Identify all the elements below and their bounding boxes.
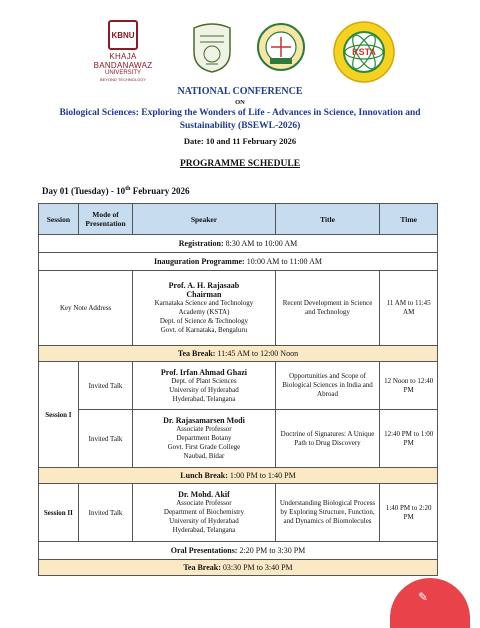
session1-talk2-line: Naubad, Bidar: [183, 452, 225, 460]
session1-talk1-line: Dept. of Plant Sciences: [171, 376, 237, 385]
session1-talk1-time: 12 Noon to 12:40 PM: [380, 362, 438, 410]
on-label: ON: [235, 99, 245, 106]
session1-talk1-mode: Invited Talk: [78, 362, 132, 410]
session2-talk-name: Dr. Mohd. Akif: [178, 490, 230, 499]
header-mode: Mode of Presentation: [78, 204, 132, 235]
oral-presentations-cell: [39, 542, 438, 560]
session1-talk2-line: Department Botany: [176, 434, 232, 442]
inauguration-time: 10:00 AM to 11:00 AM: [244, 257, 322, 266]
header-time: Time: [380, 204, 438, 235]
session2-talk-line: Associate Professor: [176, 499, 232, 507]
keynote-line: Dept. of Science & Technology: [159, 317, 249, 325]
conference-theme: Biological Sciences: Exploring the Wonders of Life - Advances in Science, Innovation and Sustainability (BSEWL-2026): [59, 108, 421, 131]
session1-talk1-line: Hyderabad, Telangana: [172, 394, 236, 403]
session1-talk2-name: Dr. Rajasamarsen Modi: [163, 416, 245, 425]
inauguration-row: [39, 253, 438, 271]
keynote-mode: Key Note Address: [39, 271, 133, 346]
session1-label: Session I: [39, 362, 79, 468]
session2-talk-time: 1:40 PM to 2:20 PM: [380, 484, 438, 542]
session1-talk2-row: [39, 410, 438, 468]
session2-talk-line: Department of Biochemistry: [163, 508, 244, 516]
keynote-time: 11 AM to 11:45 AM: [380, 271, 438, 346]
lunch-break-row: [39, 468, 438, 484]
oral-presentations-row: [39, 542, 438, 560]
keynote-speaker: [133, 271, 275, 346]
tea-break-time-2: 03:30 PM to 3:40 PM: [220, 563, 293, 572]
oral-presentations-label: Oral Presentations:: [170, 546, 238, 555]
keynote-line: Academy (KSTA): [178, 308, 230, 316]
tea-break-row-2: [39, 560, 438, 576]
session2-label: Session II: [39, 484, 79, 542]
schedule-table: [38, 203, 438, 576]
keynote-line: Govt. of Karnataka, Bengaluru: [160, 326, 248, 334]
pencil-icon[interactable]: ✎: [418, 590, 429, 604]
keynote-speaker-role: Chairman: [186, 290, 222, 299]
oral-presentations-time: 2:20 PM to 3:30 PM: [237, 546, 306, 555]
tea-break-cell-2: [39, 560, 438, 576]
department-seal-logo: [256, 22, 306, 72]
keynote-speaker-name: Prof. A. H. Rajasaab: [168, 281, 240, 290]
session2-talk-line: Hyderabad, Telangana: [172, 526, 236, 534]
tea-break-label-1: Tea Break:: [177, 349, 216, 358]
header-session: Session: [39, 204, 79, 235]
session1-talk2-mode: Invited Talk: [78, 410, 132, 468]
session2-talk-mode: Invited Talk: [78, 484, 132, 542]
day-heading: [42, 186, 190, 196]
conference-date: Date: 10 and 11 February 2026: [183, 136, 297, 146]
table-header-row: [39, 204, 438, 235]
session2-talk-row: [39, 484, 438, 542]
lunch-break-cell: [39, 468, 438, 484]
registration-time: 8:30 AM to 10:00 AM: [223, 239, 298, 248]
session1-talk1-line: University of Hyderabad: [169, 385, 239, 394]
conference-heading: NATIONAL CONFERENCE: [177, 86, 303, 97]
day-prefix: Day 01 (Tuesday) - 10: [42, 186, 126, 196]
logo-strip: [0, 18, 480, 84]
tea-break-row-1: [39, 346, 438, 362]
kbnu-logo: [84, 20, 162, 82]
keynote-line: Karnataka Science and Technology: [154, 299, 254, 307]
kbnu-emblem: KBNU: [108, 20, 138, 50]
ksta-logo: [332, 20, 396, 84]
lunch-break-label: Lunch Break:: [180, 471, 228, 480]
session1-talk2-speaker: [133, 410, 275, 468]
tea-break-cell-1: [39, 346, 438, 362]
session1-talk2-line: Associate Professor: [176, 425, 232, 433]
header-speaker: Speaker: [133, 204, 275, 235]
session1-talk1-name: Prof. Irfan Ahmad Ghazi: [160, 367, 247, 377]
keynote-title: Recent Development in Science and Technology: [275, 271, 380, 346]
registration-row: [39, 235, 438, 253]
keynote-row: [39, 271, 438, 346]
floating-edit-button[interactable]: [390, 578, 470, 628]
session1-talk2-title: Doctrine of Signatures: A Unique Path to Drug Discovery: [275, 410, 380, 468]
programme-schedule-title: PROGRAMME SCHEDULE: [179, 159, 301, 169]
session2-talk-title: Understanding Biological Process by Exploring Structure, Function, and Dynamics of Biomolecules: [275, 484, 380, 542]
registration-label: Registration:: [178, 239, 224, 248]
session1-talk1-row: [39, 362, 438, 410]
session1-talk1-title: Opportunities and Scope of Biological Sciences in India and Abroad: [275, 362, 380, 410]
registration-cell: [39, 235, 438, 253]
session2-talk-speaker: [133, 484, 275, 542]
session2-talk-line: University of Hyderabad: [169, 517, 239, 525]
session1-talk1-speaker: [133, 362, 275, 410]
college-seal-logo: [190, 22, 234, 74]
session1-talk2-line: Govt. First Grade College: [167, 443, 241, 451]
kbnu-sub: UNIVERSITY: [104, 70, 141, 76]
tea-break-label-2: Tea Break:: [183, 563, 221, 572]
lunch-break-time: 1:00 PM to 1:40 PM: [227, 471, 296, 480]
day-sup: th: [125, 186, 131, 192]
day-suffix: February 2026: [130, 186, 190, 196]
session1-talk2-time: 12:40 PM to 1:00 PM: [380, 410, 438, 468]
inauguration-label: Inauguration Programme:: [153, 257, 245, 266]
tea-break-time-1: 11:45 AM to 12:00 Noon: [215, 349, 299, 358]
kbnu-name: KHAJA BANDANAWAZ: [93, 52, 153, 70]
header-title: Title: [275, 204, 380, 235]
ksta-logo-label: KSTA: [352, 47, 376, 57]
inauguration-cell: [39, 253, 438, 271]
kbnu-tag: BEYOND TECHNOLOGY: [100, 77, 146, 82]
